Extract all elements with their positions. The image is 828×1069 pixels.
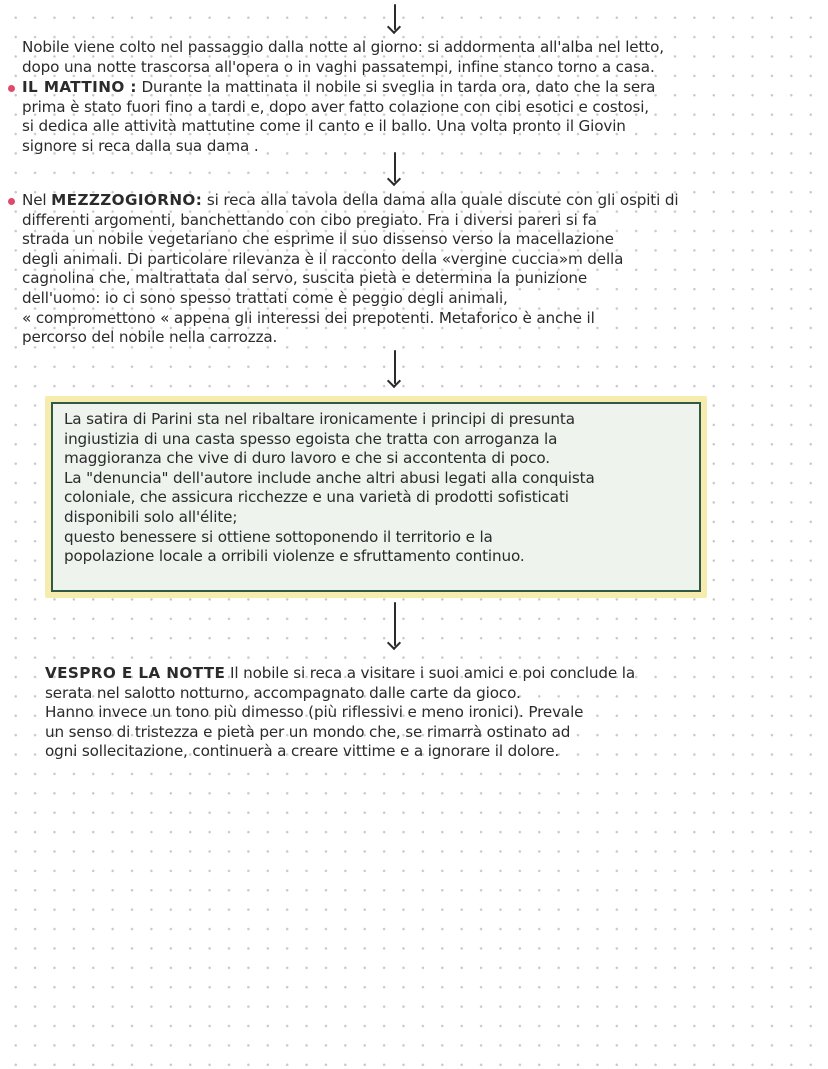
mezzogiorno-line: strada un nobile vegetariano che esprime il suo dissenso verso la macellazione <box>22 230 614 249</box>
satira-line: disponibili solo all'élite; <box>64 507 238 526</box>
satira-line: popolazione locale a orribili violenze e sfruttamento continuo. <box>64 547 525 566</box>
mattino-paragraph <box>22 78 655 156</box>
mattino-line: signore si reca dalla sua dama . <box>22 136 259 155</box>
mezzogiorno-paragraph <box>22 191 678 348</box>
mattino-first-line: Durante la mattinata il nobile si sveglia in tarda ora, dato che la sera <box>136 78 656 96</box>
mezzogiorno-line: differenti argomenti, banchettando con cibo pregiato. Fra i diversi pareri si fa <box>22 210 597 229</box>
bullet-icon <box>8 198 15 205</box>
mattino-line: si dedica alle attività mattutine come il canto e il ballo. Una volta pronto il Giovin <box>22 117 626 136</box>
mezzogiorno-line: dell'uomo: io ci sono spesso trattati come è peggio degli animali, <box>22 288 508 307</box>
mezzogiorno-line: degli animali. Di particolare rilevanza è il racconto della «vergine cuccia»m della <box>22 249 624 268</box>
mattino-heading: IL MATTINO : <box>22 78 137 96</box>
satira-line: La "denuncia" dell'autore include anche altri abusi legati alla conquista <box>64 468 595 487</box>
satira-line: La satira di Parini sta nel ribaltare ironicamente i principi di presunta <box>64 410 575 428</box>
mezzogiorno-heading: MEZZZOGIORNO: <box>51 191 203 209</box>
satira-line: maggioranza che vive di duro lavoro e che si accontenta di poco. <box>64 449 550 468</box>
intro-line: dopo una notte trascorsa all'opera o in vaghi passatempi, infine stanco torno a casa. <box>22 57 655 76</box>
intro-paragraph <box>22 38 664 77</box>
intro-line: Nobile viene colto nel passaggio dalla notte al giorno: si addormenta all'alba nel letto, <box>22 38 664 56</box>
satira-line: questo benessere si ottiene sottoponendo il territorio e la <box>64 527 493 546</box>
satira-box-frame <box>51 402 701 592</box>
vespro-line: un senso di tristezza e pietà per un mondo che, se rimarrà ostinato ad <box>45 722 571 741</box>
vespro-line: ogni sollecitazione, continuerà a creare vittime e a ignorare il dolore. <box>45 742 560 761</box>
mezzogiorno-line: cagnolina che, maltrattata dal servo, suscita pietà e determina la punizione <box>22 269 588 288</box>
mezzogiorno-first-line: si reca alla tavola della dama alla quale discute con gli ospiti di <box>202 191 679 209</box>
vespro-paragraph <box>45 664 635 762</box>
satira-text <box>64 410 595 567</box>
mezzogiorno-line: percorso del nobile nella carrozza. <box>22 328 278 347</box>
down-arrow-icon <box>388 602 402 650</box>
bullet-icon <box>8 85 15 92</box>
vespro-heading: VESPRO E LA NOTTE <box>45 664 226 682</box>
mezzogiorno-prefix: Nel <box>22 191 52 209</box>
vespro-line: serata nel salotto notturno, accompagnato dalle carte da gioco. <box>45 683 521 702</box>
down-arrow-icon <box>388 350 402 388</box>
satira-line: ingiustizia di una casta spesso egoista che tratta con arroganza la <box>64 429 558 448</box>
mezzogiorno-line: « compromettono « appena gli interessi dei prepotenti. Metaforico è anche il <box>22 308 595 327</box>
down-arrow-icon <box>388 4 402 34</box>
satira-box <box>45 396 707 598</box>
vespro-first-line: Il nobile si reca a visitare i suoi amici e poi conclude la <box>225 664 635 682</box>
mattino-line: prima è stato fuori fino a tardi e, dopo aver fatto colazione con cibi esotici e costosi, <box>22 97 649 116</box>
satira-line: coloniale, che assicura ricchezze e una varietà di prodotti sofisticati <box>64 488 569 507</box>
vespro-line: Hanno invece un tono più dimesso (più riflessivi e meno ironici). Prevale <box>45 703 584 722</box>
down-arrow-icon <box>388 152 402 186</box>
